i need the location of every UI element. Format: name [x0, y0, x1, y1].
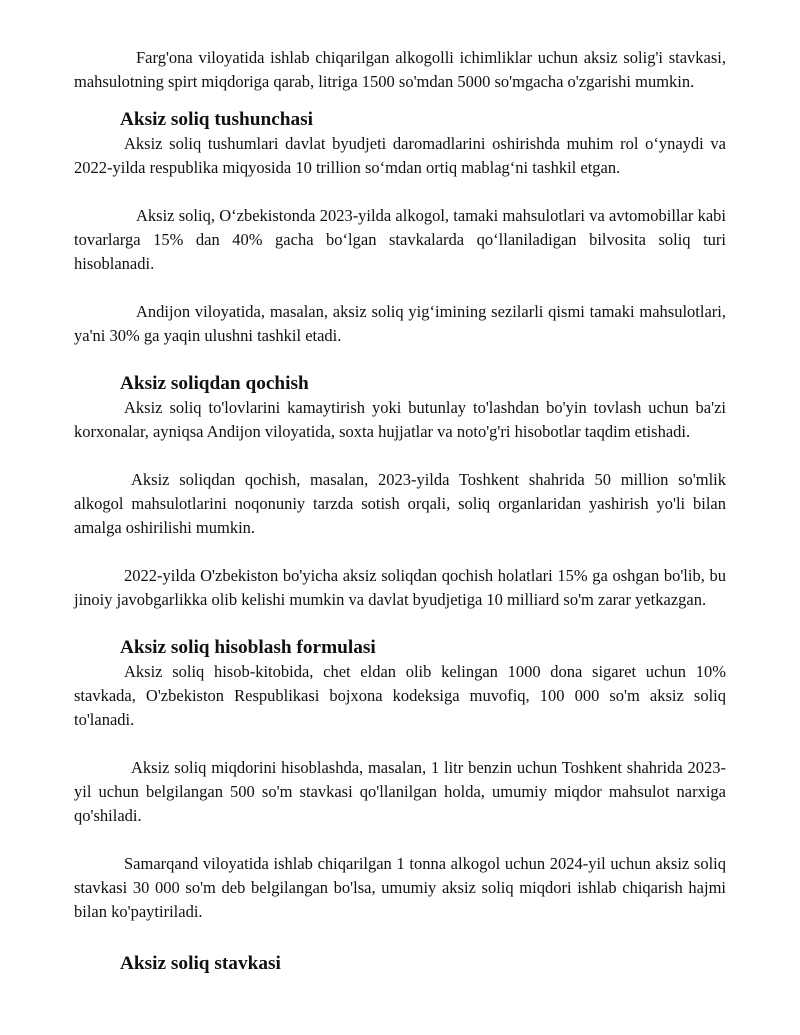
- section-heading: Aksiz soliqdan qochish: [120, 373, 309, 394]
- paragraph: Aksiz soliq tushumlari davlat byudjeti daromadlarini oshirishda muhim rol o‘ynaydi va 2022-yilda respublika miqyosida 10 trillion so‘mdan ortiq mablag‘ni tashkil etgan.: [74, 134, 726, 177]
- paragraph: 2022-yilda O'zbekiston bo'yicha aksiz soliqdan qochish holatlari 15% ga oshgan bo'lib, bu jinoiy javobgarlikka olib kelishi mumkin va davlat byudjetiga 10 milliard so'm zarar yetkazgan.: [74, 566, 726, 609]
- paragraph: Aksiz soliq, O‘zbekistonda 2023-yilda alkogol, tamaki mahsulotlari va avtomobillar kabi tovarlarga 15% dan 40% gacha bo‘lgan stavkalarda qo‘llaniladigan bilvosita soliq turi hisoblanadi.: [74, 206, 726, 273]
- paragraph: Aksiz soliq hisob-kitobida, chet eldan olib kelingan 1000 dona sigaret uchun 10% stavkada, O'zbekiston Respublikasi bojxona kodeksiga muvofiq, 100 000 so'm aksiz soliq to'lanadi.: [74, 662, 726, 729]
- paragraph: Andijon viloyatida, masalan, aksiz soliq yig‘imining sezilarli qismi tamaki mahsulotlari, ya'ni 30% ga yaqin ulushni tashkil etadi.: [74, 302, 726, 345]
- paragraph: Samarqand viloyatida ishlab chiqarilgan 1 tonna alkogol uchun 2024-yil uchun aksiz soliq stavkasi 30 000 so'm deb belgilangan bo'lsa, umumiy aksiz soliq miqdori ishlab chiqarish hajmi bilan ko'paytiriladi.: [74, 854, 726, 921]
- paragraph: Farg'ona viloyatida ishlab chiqarilgan alkogolli ichimliklar uchun aksiz solig'i stavkasi, mahsulotning spirt miqdoriga qarab, litriga 1500 so'mdan 5000 so'mgacha o'zgarishi mumkin.: [74, 48, 726, 91]
- section-heading: Aksiz soliq hisoblash formulasi: [120, 637, 376, 658]
- paragraph: Aksiz soliq miqdorini hisoblashda, masalan, 1 litr benzin uchun Toshkent shahrida 2023-yil uchun belgilangan 500 so'm stavkasi qo'llanilgan holda, umumiy miqdor mahsulot narxiga qo'shiladi.: [74, 758, 726, 825]
- paragraph: Aksiz soliq to'lovlarini kamaytirish yoki butunlay to'lashdan bo'yin tovlash uchun ba'zi korxonalar, ayniqsa Andijon viloyatida, soxta hujjatlar va noto'g'ri hisobotlar taqdim etishadi.: [74, 398, 726, 441]
- paragraph: Aksiz soliqdan qochish, masalan, 2023-yilda Toshkent shahrida 50 million so'mlik alkogol mahsulotlarini noqonuniy tarzda sotish orqali, soliq organlaridan yashirish yo'li bilan amalga oshirilishi mumkin.: [74, 470, 726, 537]
- section-heading: Aksiz soliq tushunchasi: [120, 109, 314, 130]
- section-heading: Aksiz soliq stavkasi: [120, 953, 281, 974]
- document-page: [74, 46, 726, 976]
